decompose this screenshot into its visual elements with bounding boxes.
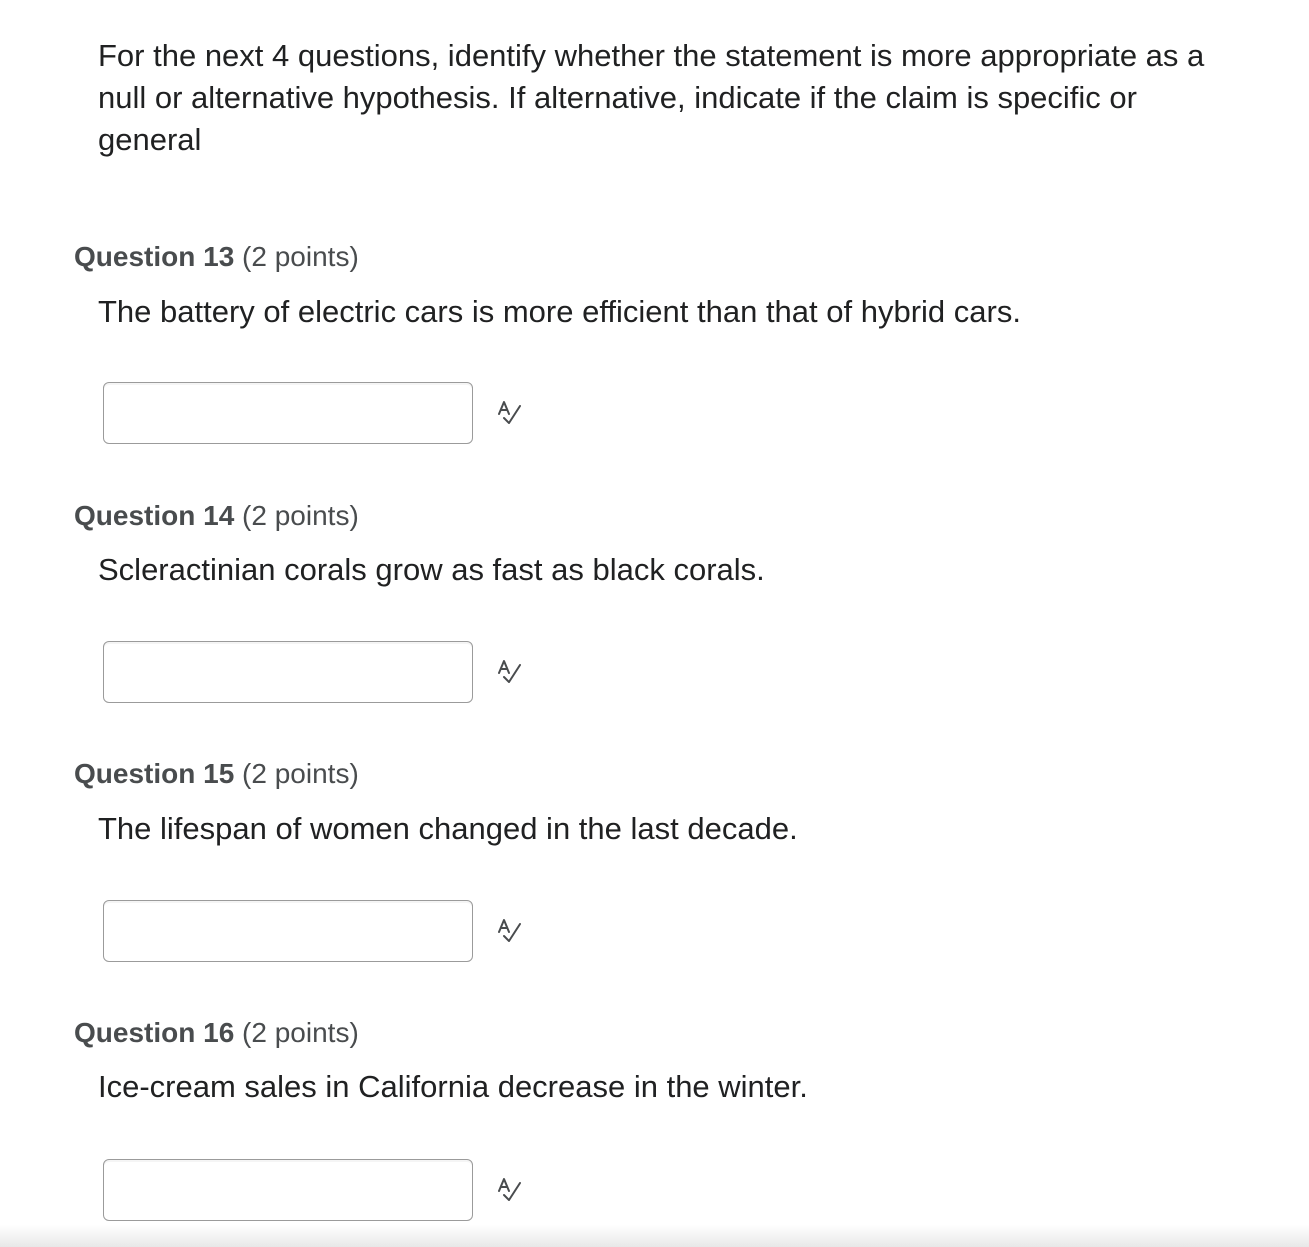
bottom-shadow <box>0 1225 1309 1247</box>
question-14-header <box>74 499 359 533</box>
question-15-answer-input[interactable] <box>103 900 473 962</box>
question-13-text: The battery of electric cars is more efficient than that of hybrid cars. <box>98 294 1021 329</box>
question-16-answer-input[interactable] <box>103 1159 473 1221</box>
question-16-header <box>74 1016 359 1050</box>
spell-check-icon[interactable] <box>494 916 524 946</box>
question-14-answer-input[interactable] <box>103 641 473 703</box>
question-15-header <box>74 757 359 791</box>
question-number: Question 15 <box>74 758 235 789</box>
question-points: (2 points) <box>242 241 359 272</box>
question-16-text: Ice-cream sales in California decrease in the winter. <box>98 1069 808 1104</box>
spell-check-icon[interactable] <box>494 1175 524 1205</box>
spell-check-icon[interactable] <box>494 657 524 687</box>
question-points: (2 points) <box>242 758 359 789</box>
spell-check-icon[interactable] <box>494 398 524 428</box>
instructions-text: For the next 4 questions, identify whether the statement is more appropriate as a null or alternative hypothesis. If alternative, indicate if the claim is specific or general <box>98 38 1205 157</box>
question-number: Question 13 <box>74 241 235 272</box>
question-number: Question 14 <box>74 500 235 531</box>
question-14-text: Scleractinian corals grow as fast as black corals. <box>98 552 765 587</box>
question-15-text: The lifespan of women changed in the last decade. <box>98 811 798 846</box>
question-13-header <box>74 240 359 274</box>
question-points: (2 points) <box>242 1017 359 1048</box>
question-number: Question 16 <box>74 1017 235 1048</box>
question-13-answer-input[interactable] <box>103 382 473 444</box>
question-points: (2 points) <box>242 500 359 531</box>
